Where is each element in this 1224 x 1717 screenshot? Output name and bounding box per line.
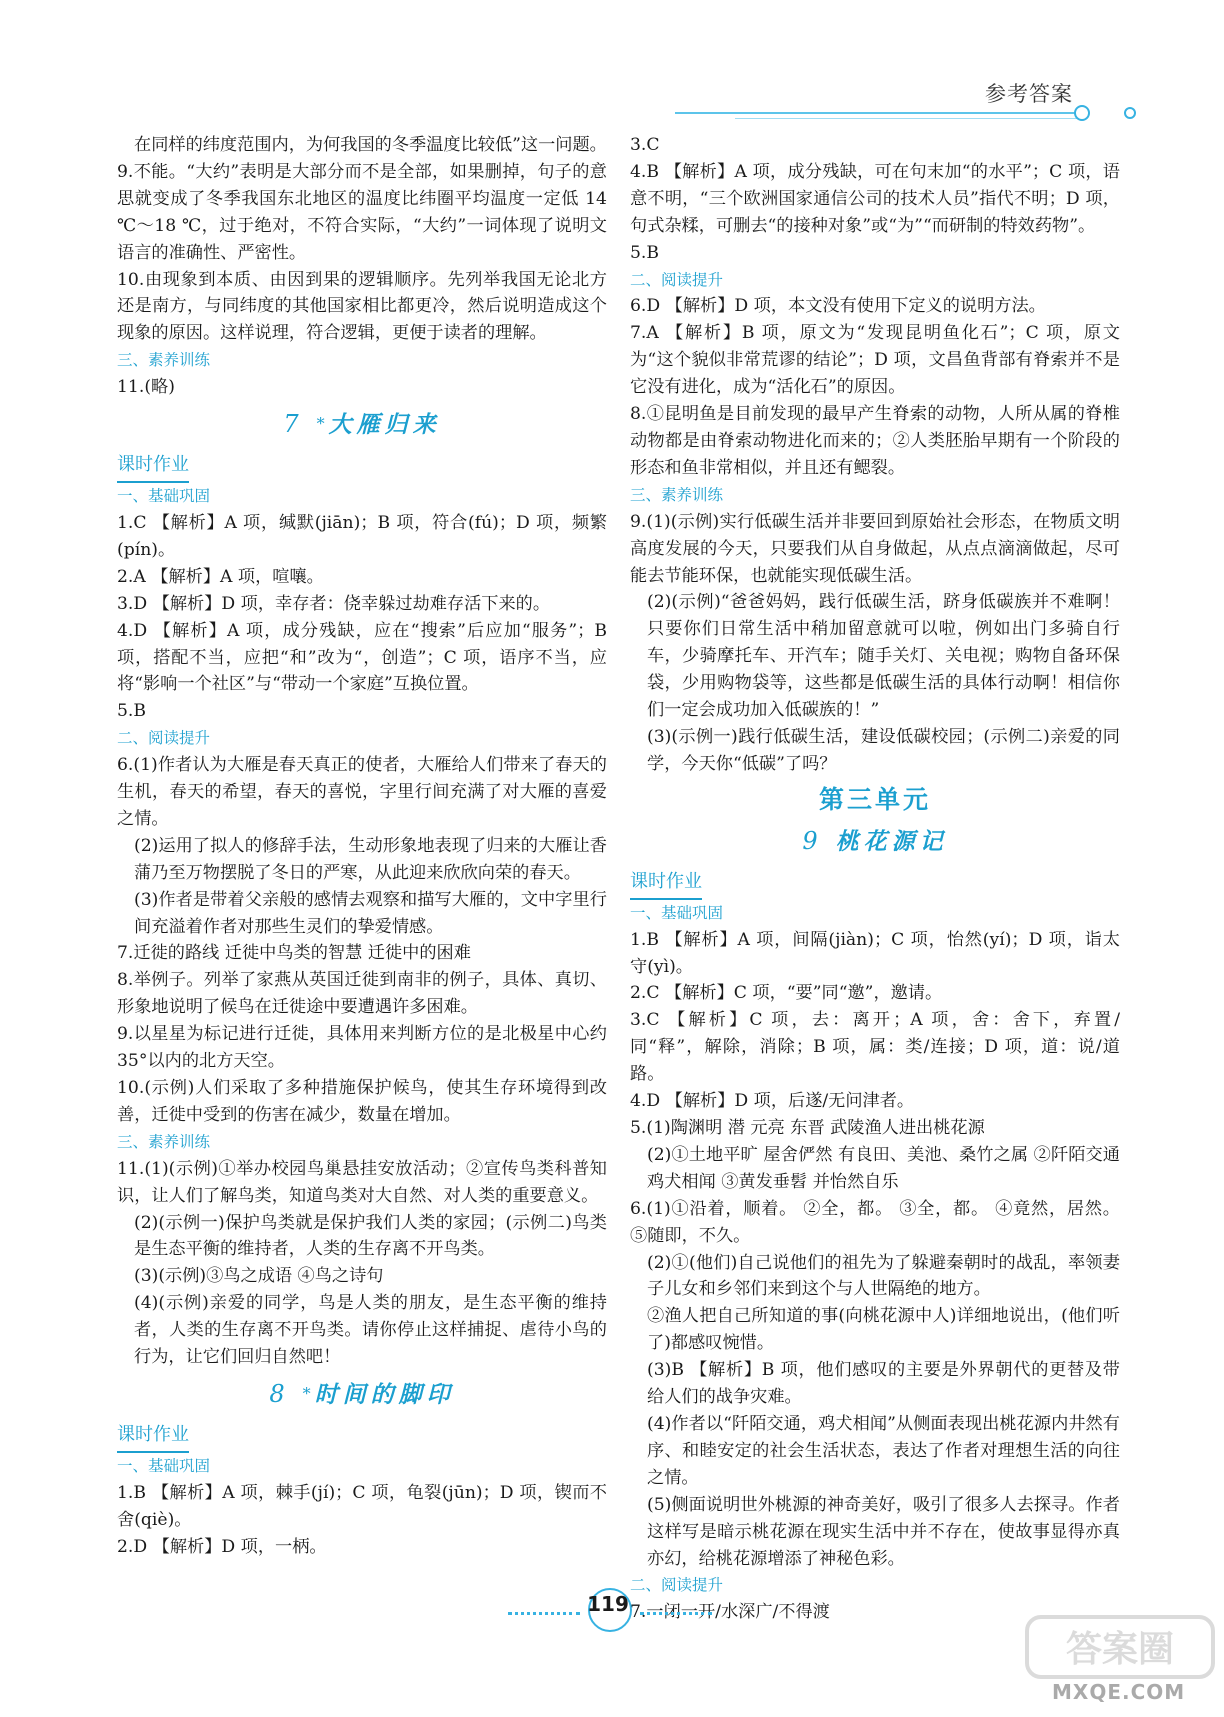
page-number-dots-right: [640, 1612, 712, 1615]
lesson-number: 9: [802, 826, 818, 855]
answer-line: (3)(示例一)践行低碳生活，建设低碳校园；(示例二)亲爱的同学，今天你“低碳”了吗？: [647, 726, 1120, 774]
answer-line: 4.D 【解析】A 项，成分残缺，应在“搜索”后应加“服务”；B 项，搭配不当，应把“和”改为“，创造”；C 项，语序不当，应将“影响一个社区”与“带动一个家庭”互换位置。: [117, 620, 607, 695]
left-column: [117, 132, 607, 1561]
section-heading: 二、阅读提升: [630, 270, 724, 289]
header-circle-ornament: [1074, 105, 1090, 121]
answer-line: 2.A 【解析】A 项，喧嚷。: [117, 566, 324, 587]
answer-line: 10.由现象到本质、由因到果的逻辑顺序。先列举我国无论北方还是南方，与同纬度的其他国家相比都更冷，然后说明造成这个现象的原因。这样说理，符合逻辑，更便于读者的理解。: [117, 269, 607, 344]
answer-line: (3)B 【解析】B 项，他们感叹的主要是外界朝代的更替及带给人们的战争灾难。: [647, 1360, 1120, 1408]
answer-line: 9.以星星为标记进行迁徙，具体用来判断方位的是北极星中心约 35°以内的北方天空。: [117, 1024, 607, 1072]
answer-line: (3)作者是带着父亲般的感情去观察和描写大雁的，文中字里行间充溢着作者对那些生灵们的挚爱情感。: [134, 889, 607, 937]
answer-line: 11.(略): [117, 377, 175, 398]
homework-label: 课时作业: [630, 867, 702, 900]
answer-line: 3.D 【解析】D 项，幸存者：侥幸躲过劫难存活下来的。: [117, 593, 551, 614]
page-number: 119: [587, 1592, 629, 1616]
watermark-logo-text: 答案圈: [1065, 1629, 1175, 1670]
section-heading: 三、素养训练: [117, 1132, 211, 1151]
answer-line: 9.不能。“大约”表明是大部分而不是全部，如果删掉，句子的意思就变成了冬季我国东北地区的温度比纬圈平均温度一定低 14 ℃～18 ℃，过于绝对，不符合实际，“大约”一词体现了说明文语言的准确性、严密性。: [117, 161, 607, 263]
answer-line: (5)侧面说明世外桃源的神奇美好，吸引了很多人去探寻。作者这样写是暗示桃花源在现实生活中并不存在，使故事显得亦真亦幻，给桃花源增添了神秘色彩。: [647, 1494, 1120, 1569]
header-rule-thin: [735, 118, 1085, 119]
lesson-title: [117, 407, 607, 444]
answer-line: 5.(1)陶渊明 潜 元亮 东晋 武陵渔人进出桃花源: [630, 1118, 985, 1138]
answer-line: 8.举例子。列举了家燕从英国迁徙到南非的例子，具体、真切、形象地说明了候鸟在迁徙途中要遭遇许多困难。: [117, 970, 607, 1018]
lesson-title: [117, 1377, 607, 1414]
homework-label-row: [117, 1418, 607, 1453]
section-heading: 一、基础巩固: [630, 903, 724, 922]
answer-line: (2)①土地平旷 屋舍俨然 有良田、美池、桑竹之属 ②阡陌交通 鸡犬相闻 ③黄发垂髫 并怡然自乐: [647, 1144, 1120, 1192]
answer-line: 1.C 【解析】A 项，缄默(jiān)；B 项，符合(fú)；D 项，频繁(pín)。: [117, 512, 607, 560]
lesson-name: 桃花源记: [835, 828, 948, 855]
answer-line: 5.B: [117, 701, 147, 722]
answer-line: (3)(示例)③鸟之成语 ④鸟之诗句: [134, 1266, 384, 1287]
watermark-text: MXQE.COM: [1052, 1680, 1186, 1704]
right-column: [630, 132, 1120, 1626]
homework-label-row: [117, 448, 607, 483]
answer-line: 7.迁徙的路线 迁徙中鸟类的智慧 迁徙中的困难: [117, 943, 471, 964]
lesson-number: 8: [269, 1379, 285, 1408]
answer-line: (2)(示例一)保护鸟类就是保护我们人类的家园；(示例二)鸟类是生态平衡的维持者，人类的生存离不开鸟类。: [134, 1212, 607, 1260]
answer-line: 4.B 【解析】A 项，成分残缺，可在句末加“的水平”；C 项，语意不明，“三个欧洲国家通信公司的技术人员”指代不明；D 项，句式杂糅，可删去“的接种对象”或“为”“而研制的特效药物”。: [630, 161, 1120, 236]
answer-line: 6.(1)作者认为大雁是春天真正的使者，大雁给人们带来了春天的生机，春天的希望，春天的喜悦，字里行间充满了对大雁的喜爱之情。: [117, 755, 607, 829]
optional-lesson-star: *: [302, 1383, 311, 1403]
answer-line: 5.B: [630, 242, 660, 263]
lesson-number: 7: [283, 410, 299, 439]
answer-line: (2)(示例)“爸爸妈妈，践行低碳生活，跻身低碳族并不难啊！只要你们日常生活中稍加留意就可以啦，例如出门多骑自行车，少骑摩托车、开汽车；随手关灯、关电视；购物自备环保袋，少用购物袋等，这些都是低碳生活的具体行动啊！相信你们一定会成功加入低碳族的！”: [647, 592, 1120, 721]
section-heading: 三、素养训练: [117, 351, 211, 370]
answer-line: 3.C: [630, 135, 660, 155]
answer-line: ②渔人把自己所知道的事(向桃花源中人)详细地说出，(他们听了)都感叹惋惜。: [647, 1306, 1120, 1354]
lesson-name: 大雁归来: [328, 412, 441, 439]
answer-line: 2.D 【解析】D 项，一柄。: [117, 1536, 327, 1557]
answer-line: 10.(示例)人们采取了多种措施保护候鸟，使其生存环境得到改善，迁徙中受到的伤害在减少，数量在增加。: [117, 1078, 607, 1125]
answer-line: 7.A 【解析】B 项，原文为“发现昆明鱼化石”；C 项，原文为“这个貌似非常荒谬的结论”；D 项，文昌鱼背部有脊索并不是它没有进化，成为“活化石”的原因。: [630, 323, 1120, 398]
unit-title: 第三单元: [818, 784, 931, 814]
answer-line: 6.(1)①沿着，顺着。 ②全，都。 ③全，都。 ④竟然，居然。 ⑤随即，不久。: [630, 1198, 1120, 1246]
homework-label-row: [630, 865, 1120, 900]
homework-label: 课时作业: [117, 450, 189, 483]
section-heading: 二、阅读提升: [630, 1576, 724, 1595]
answer-line: 7.一闭一开/水深广/不得渡: [630, 1602, 830, 1623]
section-heading: 三、素养训练: [630, 485, 724, 504]
lesson-title: [630, 824, 1120, 861]
header-rule: [675, 112, 1085, 114]
section-heading: 一、基础巩固: [117, 1456, 211, 1475]
answer-line: 1.B 【解析】A 项，间隔(jiàn)；C 项，怡然(yí)；D 项，诣太守(yì)。: [630, 929, 1120, 977]
answer-line: (4)作者以“阡陌交通，鸡犬相闻”从侧面表现出桃花源内井然有序、和睦安定的社会生活状态，表达了作者对理想生活的向往之情。: [647, 1413, 1120, 1488]
answer-line: 3.C 【解析】C 项，去：离开；A 项，舍：舍下，弃置/同“释”，解除，消除；B 项，属：类/连接；D 项，道：说/道路。: [630, 1010, 1120, 1085]
header-dot-ornament: [1124, 107, 1136, 119]
lesson-name: 时间的脚印: [314, 1381, 455, 1408]
answer-line: 9.(1)(示例)实行低碳生活并非要回到原始社会形态，在物质文明高度发展的今天，只要我们从自身做起，从点点滴滴做起，尽可能去节能环保，也就能实现低碳生活。: [630, 511, 1120, 586]
answer-line: 在同样的纬度范围内，为何我国的冬季温度比较低”这一问题。: [134, 135, 607, 155]
answer-line: 4.D 【解析】D 项，后遂/无问津者。: [630, 1091, 915, 1112]
answer-line: 1.B 【解析】A 项，棘手(jí)；C 项，龟裂(jūn)；D 项，锲而不舍(qiè)。: [117, 1482, 607, 1530]
header-title: 参考答案: [985, 82, 1073, 106]
answer-line: 2.C 【解析】C 项，“要”同“邀”，邀请。: [630, 983, 943, 1004]
answer-line: 6.D 【解析】D 项，本文没有使用下定义的说明方法。: [630, 296, 1046, 317]
homework-label: 课时作业: [117, 1420, 189, 1453]
section-heading: 一、基础巩固: [117, 487, 211, 506]
answer-line: 11.(1)(示例)①举办校园鸟巢悬挂安放活动；②宣传鸟类科普知识，让人们了解鸟类，知道鸟类对大自然、对人类的重要意义。: [117, 1158, 607, 1206]
answer-line: (2)①(他们)自己说他们的祖先为了躲避秦朝时的战乱，率领妻子儿女和乡邻们来到这个与人世隔绝的地方。: [647, 1252, 1120, 1300]
answer-line: (2)运用了拟人的修辞手法，生动形象地表现了归来的大雁让香蒲乃至万物摆脱了冬日的严寒，从此迎来欣欣向荣的春天。: [134, 835, 607, 883]
answer-line: (4)(示例)亲爱的同学，鸟是人类的朋友，是生态平衡的维持者，人类的生存离不开鸟类。请你停止这样捕捉、虐待小鸟的行为，让它们回归自然吧！: [134, 1293, 607, 1368]
answer-line: 8.①昆明鱼是目前发现的最早产生脊索的动物，人所从属的脊椎动物都是由脊索动物进化而来的；②人类胚胎早期有一个阶段的形态和鱼非常相似，并且还有鳃裂。: [630, 404, 1120, 478]
section-heading: 二、阅读提升: [117, 729, 211, 748]
optional-lesson-star: *: [316, 414, 325, 434]
page-number-dots-left: [508, 1612, 580, 1615]
